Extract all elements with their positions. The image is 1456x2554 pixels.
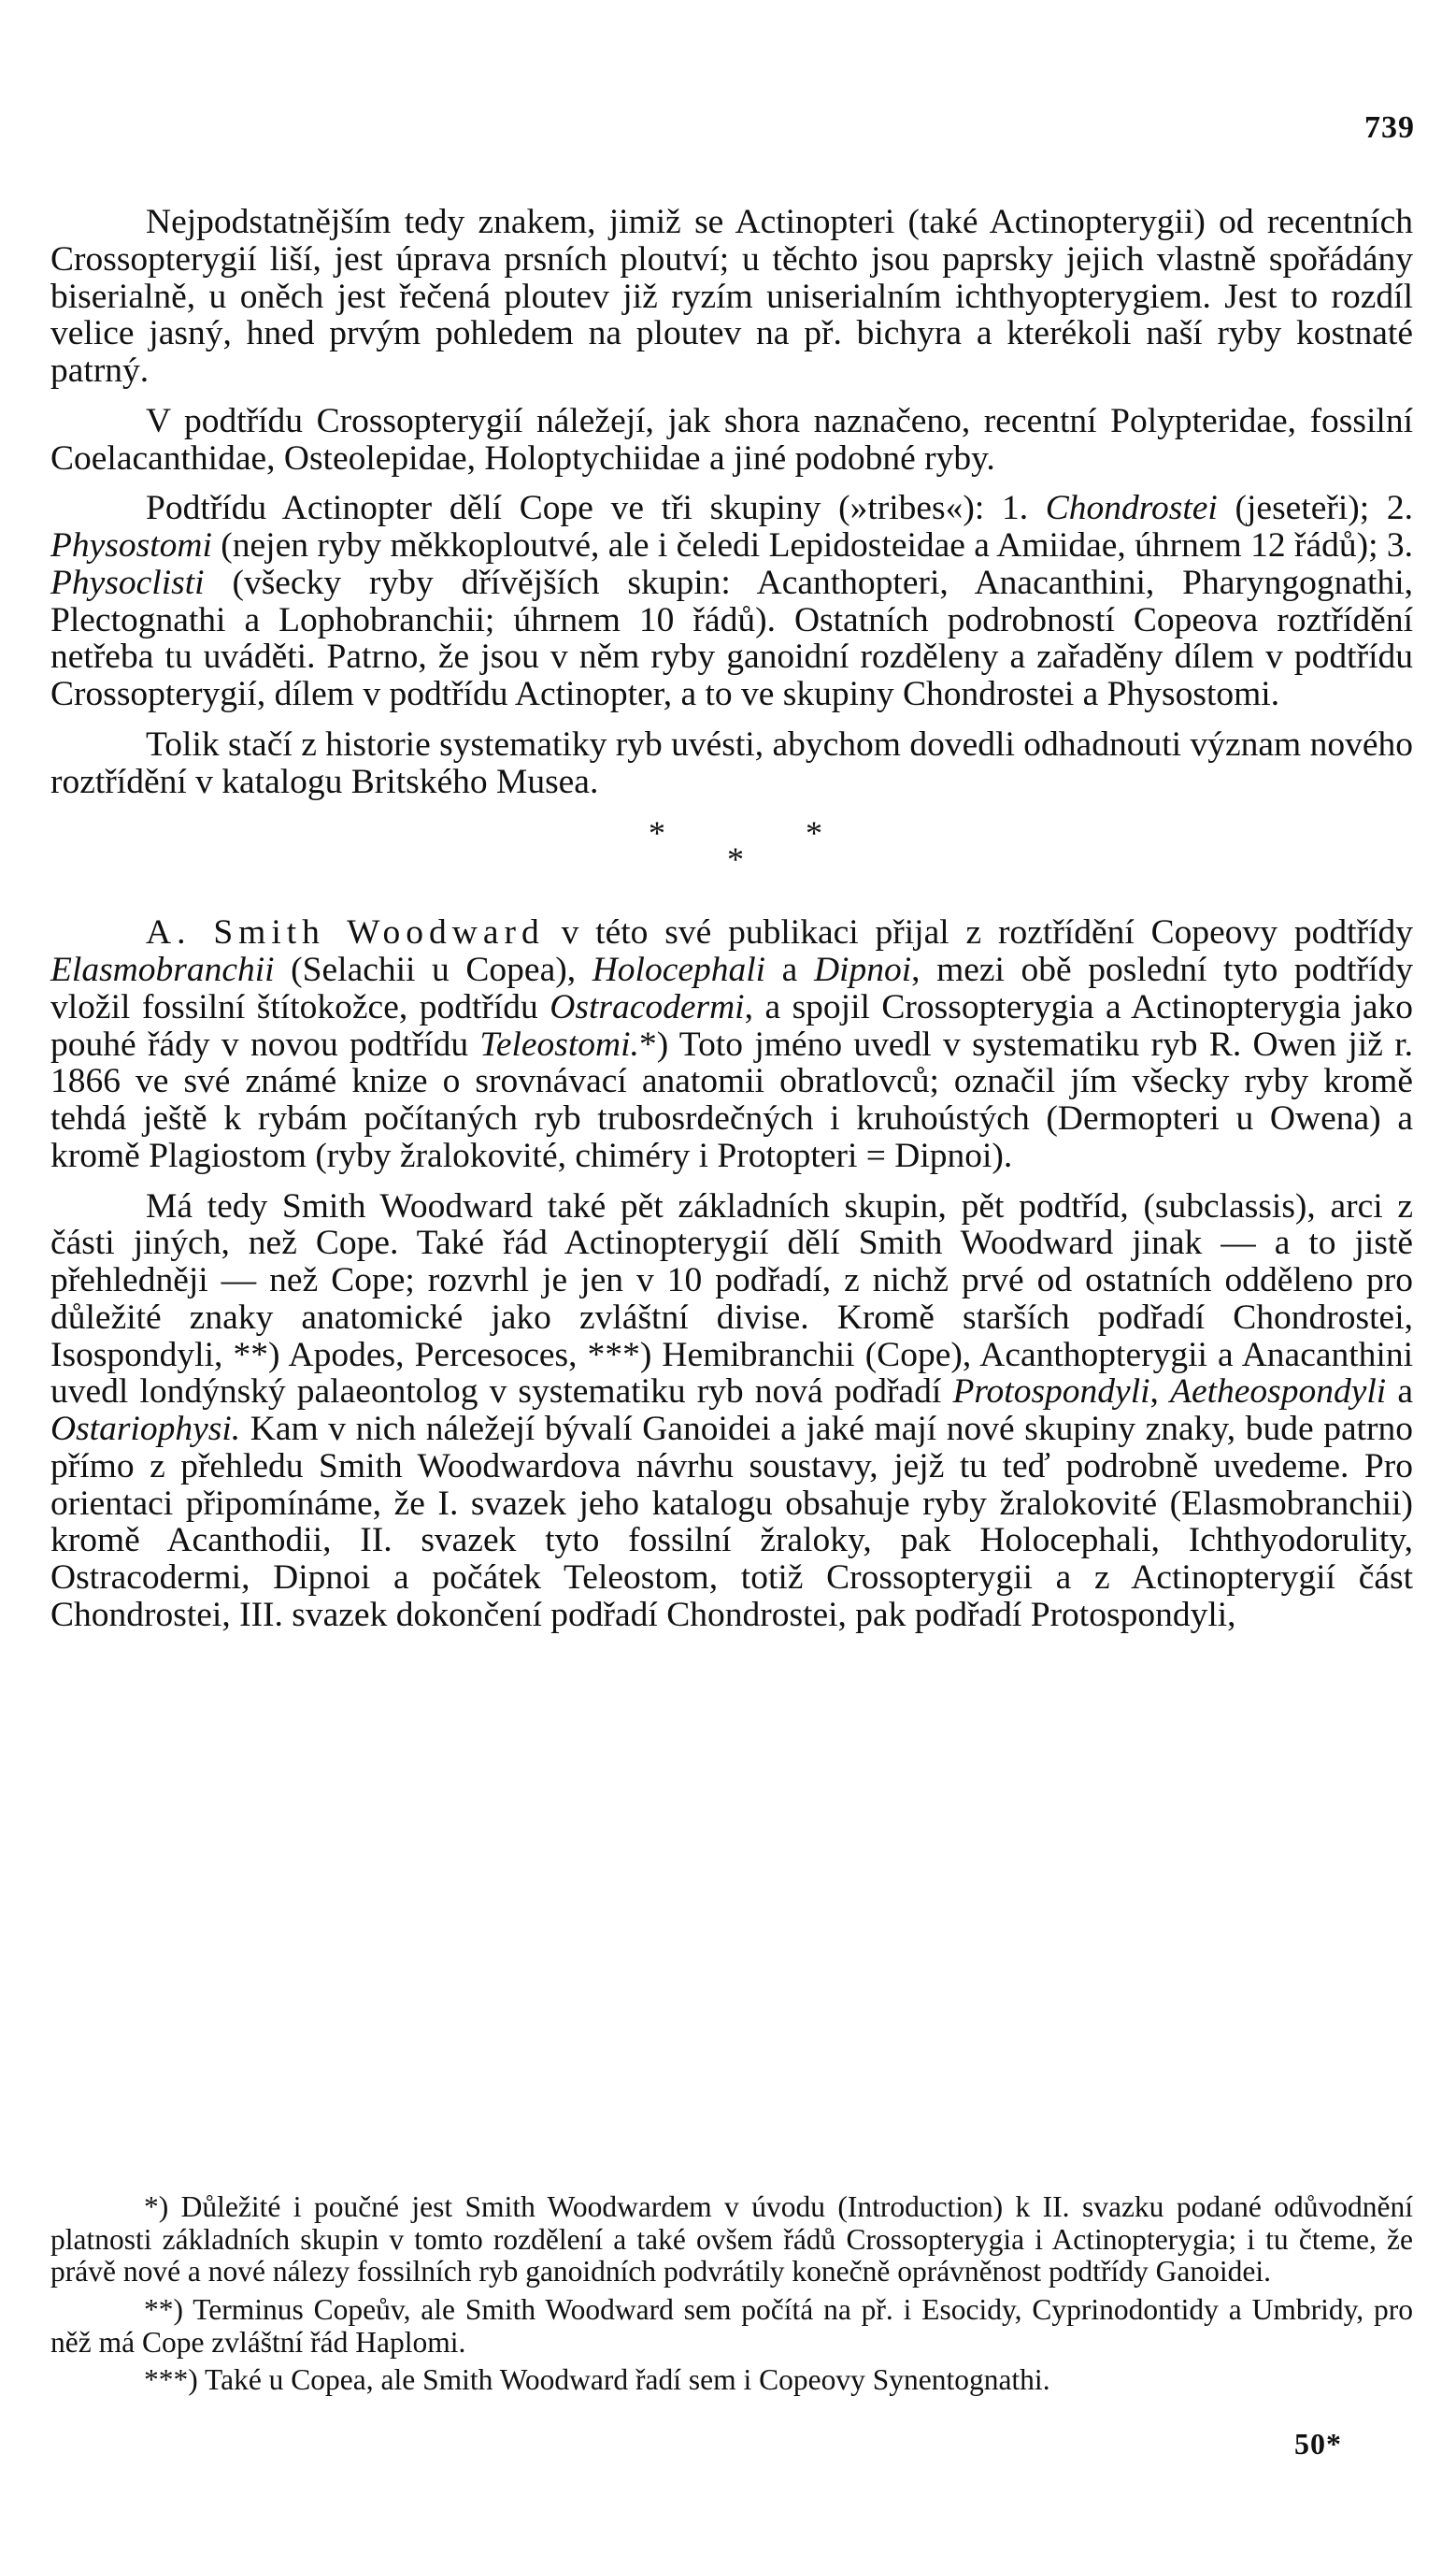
text-segment: Kam v nich náležejí bývalí Ganoidei a jaké mají nové skupiny znaky, bude patrno přímo z přehledu Smith Woodwardova návrhu soustavy, jejž tu teď podrobně uvedeme. Pro orientaci připomínáme, že I. svazek jeho katalogu obsahuje ryby žralokovité (Elasmobranchii) kromě Acanthodii, II. svazek tyto fossilní žraloky, pak Holocephali, Ichthyodorulity, Ostracodermi, Dipnoi a počátek Teleostom, totiž Crossopterygii a z Actinopterygií část Chondrostei, III. svazek dokončení podřadí Chondrostei, pak podřadí Protospondyli, xyxy=(50,1410,1413,1634)
italic-term: Ostariophysi. xyxy=(50,1410,241,1448)
text-segment: *) Toto jméno uvedl v systematiku ryb R. Owen již r. 1866 ve své známé knize o srovnávací anatomii obratlovců; označil jím všecky ryby kromě tehdá ještě k rybám počítaných ryb trubosrdečných i kruhoústých (Dermopteri u Owena) a kromě Plagiostom (ryby žralokovité, chiméry i Protopteri = Dipnoi). xyxy=(50,1025,1413,1175)
printer-signature: 50* xyxy=(1294,2427,1342,2461)
body-text xyxy=(50,204,1413,1647)
separator-star: * xyxy=(649,814,665,853)
text-segment: Nejpodstatnějším tedy znakem, jimiž se Actinopteri (také Actinopterygii) od recentních Crossopterygií liší, jest úprava prsních ploutví; u těchto jsou paprsky jejich vlastně spořádány biserialně, u oněch jest řečená ploutev již ryzím uniserialním ichthyopterygiem. Jest to rozdíl velice jasný, hned prvým pohledem na ploutev na př. bichyra a kterékoli naší ryby kostnaté patrný. xyxy=(50,203,1413,390)
paragraph xyxy=(50,914,1413,1174)
italic-term: Physoclisti xyxy=(50,563,205,602)
text-segment: (všecky ryby dřívějších skupin: Acanthopteri, Anacanthini, Pharyngognathi, Plectognathi a Lophobranchii; úhrnem 10 řádů). Ostatních podrobností Copeova roztřídění netřeba tu uváděti. Patrno, že jsou v něm ryby ganoidní rozděleny a zařaděny dílem v podtřídu Crossopterygií, dílem v podtřídu Actinopter, a to ve skupiny Chondrostei a Physostomi. xyxy=(50,563,1413,713)
italic-term: Holocephali xyxy=(592,951,766,989)
italic-term: Protospondyli xyxy=(952,1372,1150,1412)
text-segment: (Selachii u Copea), xyxy=(274,951,592,989)
separator-star: * xyxy=(806,814,822,853)
page-number: 739 xyxy=(1364,110,1415,145)
text-segment: V podtřídu Crossopterygií náležejí, jak shora naznačeno, recentní Polypteridae, fossilní Coelacanthidae, Osteolepidae, Holoptychiidae a jiné podobné ryby. xyxy=(50,401,1413,478)
paragraph xyxy=(50,490,1413,713)
footnote: *) Důležité i poučné jest Smith Woodwardem v úvodu (Introduction) k II. svazku podané odůvodnění platnosti základních skupin v tomto rozdělení a také ovšem řádů Crossopterygia i Actinopterygia; i tu čteme, že právě nové a nové nálezy fossilních ryb ganoidních podvrátily konečně oprávněnost podtřídy Ganoidei. xyxy=(50,2190,1413,2289)
paragraph xyxy=(50,204,1413,390)
footnotes xyxy=(50,2191,1413,2403)
italic-term: Chondrostei xyxy=(1045,489,1218,528)
italic-term: Physostomi xyxy=(50,526,212,565)
italic-term: Aetheospondyli xyxy=(1170,1372,1387,1412)
text-segment: a xyxy=(1386,1372,1413,1412)
footnote: **) Terminus Copeův, ale Smith Woodward sem počítá na př. i Esocidy, Cyprinodontidy a Umbridy, pro něž má Cope zvláštní řád Haplomi. xyxy=(50,2292,1413,2359)
text-segment: , a spojil Crossopterygia a Actinopterygia jako pouhé řády v novou podtřídu xyxy=(50,987,1413,1064)
paragraph xyxy=(50,726,1413,801)
text-segment: , mezi obě poslední tyto podtřídy vložil fossilní štítokožce, podtřídu xyxy=(50,951,1413,1026)
text-segment: v této své publikaci přijal z roztřídění Copeovy podtřídy xyxy=(544,913,1413,953)
footnote: ***) Také u Copea, ale Smith Woodward řadí sem i Copeovy Synentognathi. xyxy=(144,2363,1050,2397)
italic-term: Ostracodermi xyxy=(550,987,745,1026)
italic-term: Dipnoi xyxy=(813,951,912,989)
section-separator xyxy=(50,813,1413,907)
italic-term: Elasmobranchii xyxy=(50,951,275,989)
paragraph xyxy=(50,1188,1413,1634)
text-segment: a xyxy=(765,951,814,989)
separator-star: * xyxy=(727,840,744,879)
text-segment: (jeseteři); 2. xyxy=(1217,489,1413,528)
text-segment: , xyxy=(1149,1372,1171,1412)
text-segment: (nejen ryby měkkoploutvé, ale i čeledi Lepidosteidae a Amiidae, úhrnem 12 řádů); 3. xyxy=(211,526,1413,565)
author-name: A. Smith Woodward xyxy=(146,913,545,953)
text-segment: Podtřídu Actinopter dělí Cope ve tři skupiny (»tribes«): 1. xyxy=(146,489,1046,528)
text-segment: Tolik stačí z historie systematiky ryb uvésti, abychom dovedli odhadnouti význam nového roztřídění v katalogu Britského Musea. xyxy=(50,725,1413,801)
italic-term: Teleostomi. xyxy=(479,1025,639,1064)
text-segment: Má tedy Smith Woodward také pět základních skupin, pět podtříd, (subclassis), arci z části jiných, než Cope. Také řád Actinopterygií dělí Smith Woodward jinak — a to jistě přehledněji — než Cope; rozvrhl je jen v 10 podřadí, z nichž prvé od ostatních odděleno pro důležité znaky anatomické jako zvláštní divise. Kromě starších podřadí Chondrostei, Isospondyli, **) Apodes, Percesoces, ***) Hemibranchii (Cope), Acanthopterygii a Anacanthini uvedl londýnský palaeontolog v systematiku ryb nová podřadí xyxy=(50,1186,1413,1412)
paragraph xyxy=(50,403,1413,478)
